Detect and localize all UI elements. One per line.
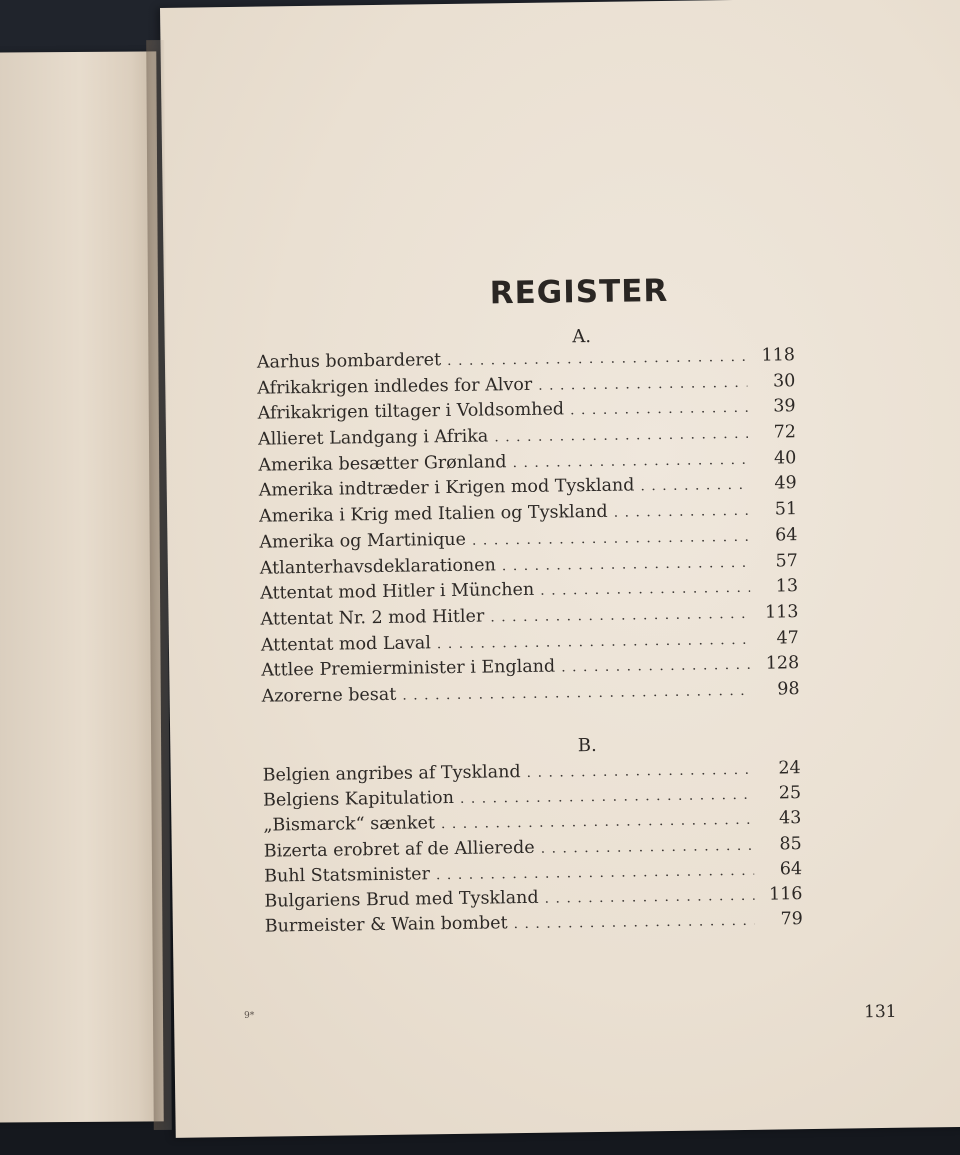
leader-dots: [437, 631, 751, 651]
entry-page: 72: [773, 422, 797, 443]
entry-title: Amerika og Martinique: [259, 529, 467, 553]
entry-title: Amerika i Krig med Italien og Tyskland: [258, 501, 608, 527]
leader-dots: [441, 812, 754, 832]
page-content: [160, 0, 960, 1138]
leader-dots: [402, 683, 752, 704]
entry-title: Burmeister & Wain bombet: [264, 913, 508, 937]
leader-dots: [494, 426, 748, 446]
leader-dots: [640, 477, 749, 495]
entry-page: 51: [774, 499, 798, 520]
entry-page: 40: [773, 447, 797, 469]
entry-title: Bulgariens Brud med Tyskland: [264, 887, 539, 912]
entry-page: 118: [761, 345, 796, 366]
entry-page: 39: [773, 396, 796, 417]
section-a-entries: [257, 345, 800, 712]
entry-title: Atlanterhavsdeklarationen: [259, 554, 496, 579]
entry-page: 13: [775, 576, 799, 597]
entry-page: 79: [780, 909, 803, 930]
entry-page: 64: [775, 524, 798, 546]
left-page: [0, 51, 164, 1122]
entry-title: Amerika besætter Grønland: [258, 451, 507, 476]
entry-page: 128: [765, 653, 800, 674]
entry-title: Afrikakrigen indledes for Alvor: [257, 374, 533, 399]
entry-page: 49: [774, 473, 797, 494]
section-letter-b: B.: [577, 734, 597, 757]
entry-page: 25: [778, 783, 802, 804]
leader-dots: [544, 888, 754, 907]
leader-dots: [540, 580, 750, 599]
entry-page: 47: [776, 627, 799, 649]
leader-dots: [513, 913, 754, 932]
entry-title: Belgiens Kapitulation: [262, 788, 455, 811]
leader-dots: [472, 529, 750, 549]
entry-page: 116: [768, 884, 803, 905]
entry-title: Belgien angribes af Tyskland: [262, 762, 521, 786]
section-letter-a: A.: [572, 326, 592, 348]
entry-title: Attentat mod Laval: [260, 632, 431, 656]
entry-page: 113: [764, 602, 799, 623]
entry-title: Attlee Premierminister i England: [261, 656, 556, 681]
entry-title: Afrikakrigen tiltager i Voldsomhed: [257, 399, 565, 425]
entry-page: 64: [779, 858, 803, 880]
leader-dots: [561, 657, 751, 676]
leader-dots: [570, 400, 748, 418]
page-number: 131: [863, 1001, 897, 1023]
register-page: [160, 0, 960, 1138]
leader-dots: [502, 554, 750, 573]
entry-title: Attentat Nr. 2 mod Hitler: [260, 606, 485, 630]
leader-dots: [538, 375, 747, 394]
entry-page: 98: [777, 679, 800, 700]
entry-page: 43: [778, 808, 802, 829]
entry-title: Allieret Landgang i Afrika: [257, 426, 489, 450]
entry-title: Bizerta erobret af de Allierede: [263, 837, 535, 862]
entry-page: 30: [772, 370, 796, 392]
section-b-entries: [263, 758, 803, 942]
leader-dots: [490, 606, 750, 626]
register-heading: REGISTER: [489, 272, 669, 312]
entry-page: 85: [779, 833, 802, 854]
leader-dots: [614, 503, 750, 521]
entry-title: Buhl Statsminister: [263, 864, 431, 887]
leader-dots: [447, 349, 747, 369]
leader-dots: [460, 787, 753, 807]
leader-dots: [541, 837, 754, 856]
entry-page: 57: [775, 550, 798, 571]
signature-mark: 9*: [244, 1010, 255, 1021]
leader-dots: [527, 762, 753, 781]
entry-title: Attentat mod Hitler i München: [260, 580, 535, 604]
leader-dots: [436, 863, 754, 883]
entry-title: „Bismarck“ sænket: [263, 813, 436, 837]
leader-dots: [512, 452, 748, 471]
entry-title: Aarhus bombarderet: [256, 350, 442, 373]
entry-title: Amerika indtræder i Krigen mod Tyskland: [258, 475, 635, 502]
entry-page: 24: [778, 758, 801, 779]
entry-title: Azorerne besat: [261, 684, 397, 707]
